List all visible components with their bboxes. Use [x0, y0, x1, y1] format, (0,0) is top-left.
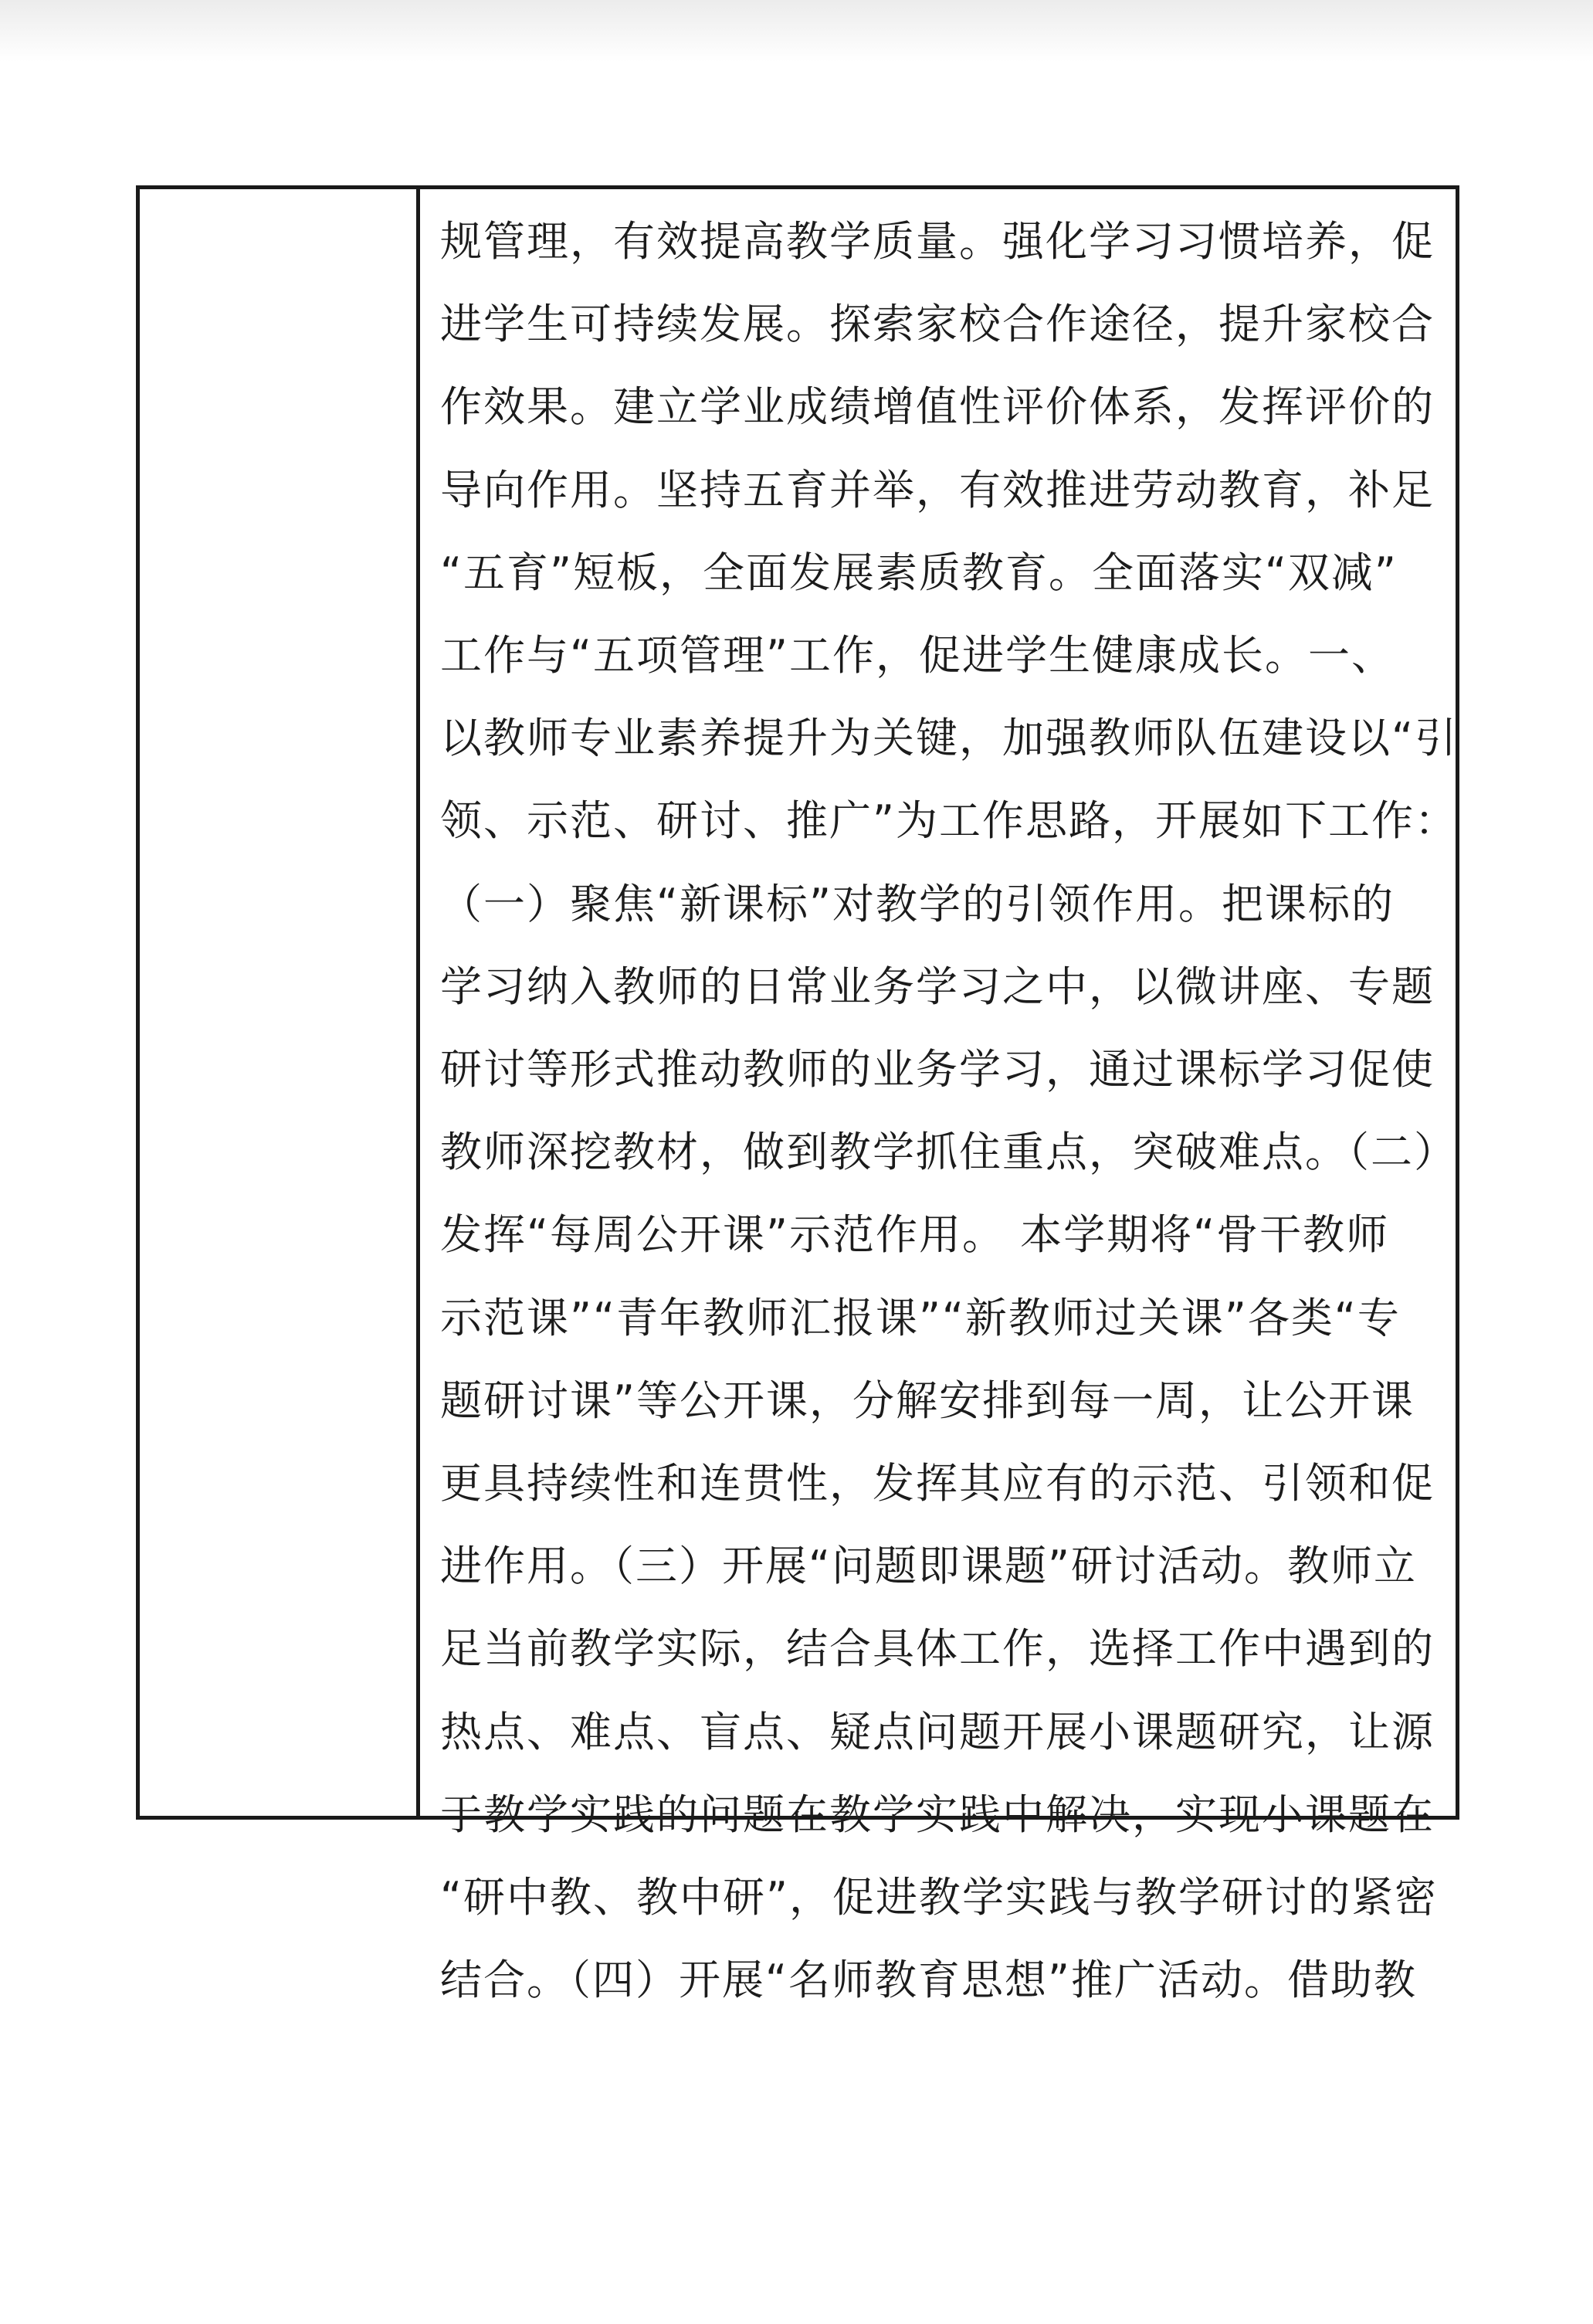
text-line: 发挥“每周公开课”示范作用。 本学期将“骨干教师: [440, 1210, 1390, 1259]
text-line: 以教师专业素养提升为关键，加强教师队伍建设以“引: [440, 714, 1458, 762]
text-line: 工作与“五项管理”工作，促进学生健康成长。一、: [440, 631, 1395, 680]
text-line: 于教学实践的问题在教学实践中解决，实现小课题在: [440, 1790, 1435, 1839]
text-line: 学习纳入教师的日常业务学习之中，以微讲座、专题: [440, 962, 1435, 1011]
text-line: 教师深挖教材，做到教学抓住重点，突破难点。（二）: [440, 1128, 1457, 1176]
text-line: 导向作用。坚持五育并举，有效推进劳动教育，补足: [440, 466, 1435, 514]
text-line: 研讨等形式推动教师的业务学习，通过课标学习促使: [440, 1045, 1435, 1094]
form-table: [136, 185, 1459, 2004]
content-cell: [420, 189, 1458, 2004]
text-line: “五育”短板，全面发展素质教育。全面落实“双减”: [440, 548, 1398, 597]
text-line: （一）聚焦“新课标”对教学的引领作用。把课标的: [440, 880, 1395, 928]
text-line: 进学生可持续发展。探索家校合作途径，提升家校合: [440, 300, 1435, 348]
text-line: 示范课”“青年教师汇报课”“新教师过关课”各类“专: [440, 1294, 1401, 1342]
scan-shadow: [0, 0, 1593, 62]
text-line: 作效果。建立学业成绩增值性评价体系，发挥评价的: [440, 382, 1435, 431]
text-line: 热点、难点、盲点、疑点问题开展小课题研究，让源: [440, 1708, 1435, 1756]
text-line: 结合。（四）开展“名师教育思想”推广活动。借助教: [440, 1956, 1417, 2004]
text-line: 更具持续性和连贯性，发挥其应有的示范、引领和促: [440, 1459, 1435, 1508]
text-line: 进作用。（三）开展“问题即课题”研讨活动。教师立: [440, 1542, 1417, 1590]
text-line: 题研讨课”等公开课，分解安排到每一周，让公开课: [440, 1376, 1415, 1425]
text-line: 规管理，有效提高教学质量。强化学习习惯培养，促: [440, 217, 1435, 266]
text-line: “研中教、教中研”，促进教学实践与教学研讨的紧密: [440, 1873, 1438, 1922]
label-cell: [140, 189, 420, 1816]
text-line: 领、示范、研讨、推广”为工作思路，开展如下工作：: [440, 796, 1458, 845]
text-line: 足当前教学实际，结合具体工作，选择工作中遇到的: [440, 1624, 1435, 1673]
